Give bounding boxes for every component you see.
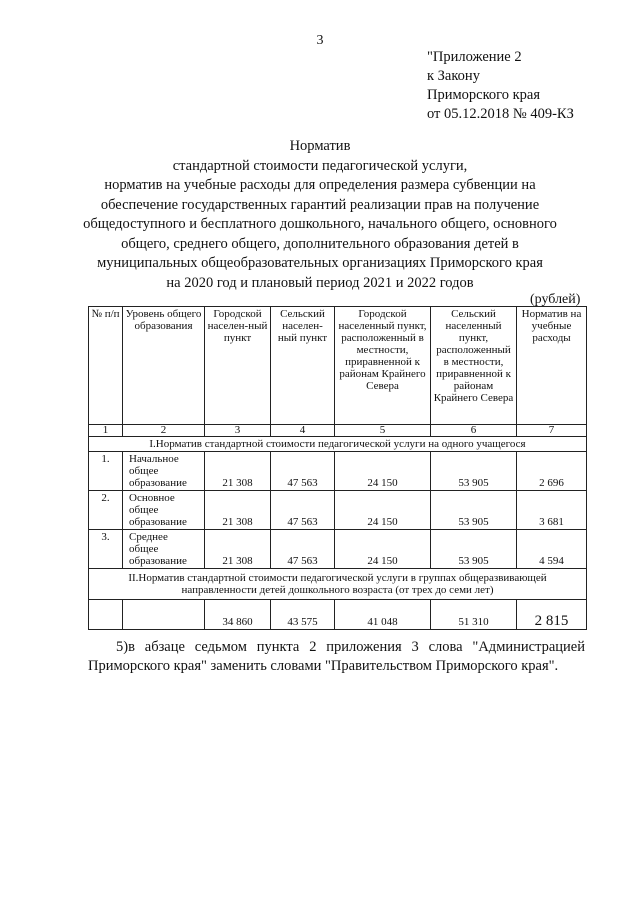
header-cell: Уровень общего образования bbox=[123, 307, 205, 425]
section-title-line: II.Норматив стандартной стоимости педагогической услуги в группах общеразвивающей bbox=[128, 572, 547, 584]
norm-table bbox=[88, 306, 587, 630]
value-cell: 4 594 bbox=[517, 530, 587, 569]
title-line: норматив на учебные расходы для определения размера субвенции на bbox=[104, 177, 536, 193]
level-line: Начальное bbox=[129, 453, 179, 465]
value-cell: 51 310 bbox=[431, 600, 517, 630]
section-title bbox=[89, 569, 587, 600]
table-row bbox=[89, 491, 587, 530]
title-line: общедоступного и бесплатного дошкольного, начального общего, основного bbox=[83, 216, 557, 232]
section-header-row bbox=[89, 437, 587, 452]
table-row bbox=[89, 452, 587, 491]
annex-line: от 05.12.2018 № 409-КЗ bbox=[427, 106, 574, 122]
column-number: 7 bbox=[517, 425, 587, 437]
value-cell: 24 150 bbox=[335, 530, 431, 569]
page-number: 3 bbox=[316, 33, 324, 48]
column-number: 1 bbox=[89, 425, 123, 437]
column-number: 5 bbox=[335, 425, 431, 437]
header-cell: Сельский населенный пункт, расположенный в местности, приравненной к районам Крайнего Севера bbox=[431, 307, 517, 425]
value-cell: 3 681 bbox=[517, 491, 587, 530]
education-level bbox=[123, 491, 205, 530]
value-cell: 21 308 bbox=[205, 491, 271, 530]
value-cell: 53 905 bbox=[431, 530, 517, 569]
title-line: обеспечение государственных гарантий реализации прав на получение bbox=[100, 196, 540, 213]
value-cell: 53 905 bbox=[431, 452, 517, 491]
title-line: муниципальных общеобразовательных организациях Приморского края bbox=[97, 255, 543, 271]
value-cell: 21 308 bbox=[205, 530, 271, 569]
column-number: 4 bbox=[271, 425, 335, 437]
document-title bbox=[70, 137, 570, 293]
value-cell: 24 150 bbox=[335, 452, 431, 491]
value-cell: 47 563 bbox=[271, 530, 335, 569]
level-line: Основное bbox=[129, 492, 175, 504]
annex-line: "Приложение 2 bbox=[427, 49, 522, 65]
value-cell: 21 308 bbox=[205, 452, 271, 491]
row-number: 3. bbox=[89, 530, 123, 569]
value-cell-large: 2 815 bbox=[534, 613, 569, 629]
value-cell: 43 575 bbox=[271, 600, 335, 630]
education-level bbox=[123, 452, 205, 491]
column-number: 3 bbox=[205, 425, 271, 437]
level-line: общее bbox=[129, 504, 159, 516]
row-number: 2. bbox=[89, 491, 123, 530]
level-line: образование bbox=[129, 516, 187, 528]
education-level bbox=[123, 600, 205, 630]
row-number: 1. bbox=[89, 452, 123, 491]
value-cell: 47 563 bbox=[271, 452, 335, 491]
value-cell: 2 696 bbox=[517, 452, 587, 491]
value-cell: 53 905 bbox=[431, 491, 517, 530]
value-cell bbox=[517, 600, 587, 630]
amendment-paragraph: 5)в абзаце седьмом пункта 2 приложения 3 слова "Администрацией Приморского края" заменить словами "Правительством Приморского края". bbox=[88, 639, 585, 674]
title-line: стандартной стоимости педагогической услуги, bbox=[172, 157, 468, 174]
annex-line: к Закону bbox=[427, 68, 480, 84]
row-number bbox=[89, 600, 123, 630]
section-title: I.Норматив стандартной стоимости педагогической услуги на одного учащегося bbox=[89, 437, 587, 452]
table-header-row bbox=[89, 307, 587, 425]
title-line: общего, среднего общего, дополнительного образования детей в bbox=[121, 235, 519, 252]
annex-reference bbox=[427, 48, 574, 124]
level-line: образование bbox=[129, 477, 187, 489]
level-line: общее bbox=[129, 543, 159, 555]
value-cell: 24 150 bbox=[335, 491, 431, 530]
column-number: 2 bbox=[123, 425, 205, 437]
level-line: образование bbox=[129, 555, 187, 567]
table-row bbox=[89, 600, 587, 630]
header-cell: № п/п bbox=[89, 307, 123, 425]
column-number-row bbox=[89, 425, 587, 437]
level-line: Среднее bbox=[129, 531, 168, 543]
title-line: на 2020 год и плановый период 2021 и 2022 годов bbox=[166, 274, 474, 291]
level-line: общее bbox=[129, 465, 159, 477]
value-cell: 47 563 bbox=[271, 491, 335, 530]
section-header-row bbox=[89, 569, 587, 600]
header-cell: Сельский населен-ный пункт bbox=[271, 307, 335, 425]
section-title-line: направленности детей дошкольного возраста (от трех до семи лет) bbox=[181, 584, 494, 596]
column-number: 6 bbox=[431, 425, 517, 437]
annex-line: Приморского края bbox=[427, 87, 541, 103]
unit-label: (рублей) bbox=[530, 292, 581, 307]
title-line: Норматив bbox=[289, 138, 351, 154]
table-row bbox=[89, 530, 587, 569]
value-cell: 41 048 bbox=[335, 600, 431, 630]
header-cell: Городской населенный пункт, расположенный в местности, приравненной к районам Крайнего Севера bbox=[335, 307, 431, 425]
header-cell: Норматив на учебные расходы bbox=[517, 307, 587, 425]
education-level bbox=[123, 530, 205, 569]
value-cell: 34 860 bbox=[205, 600, 271, 630]
header-cell: Городской населен-ный пункт bbox=[205, 307, 271, 425]
